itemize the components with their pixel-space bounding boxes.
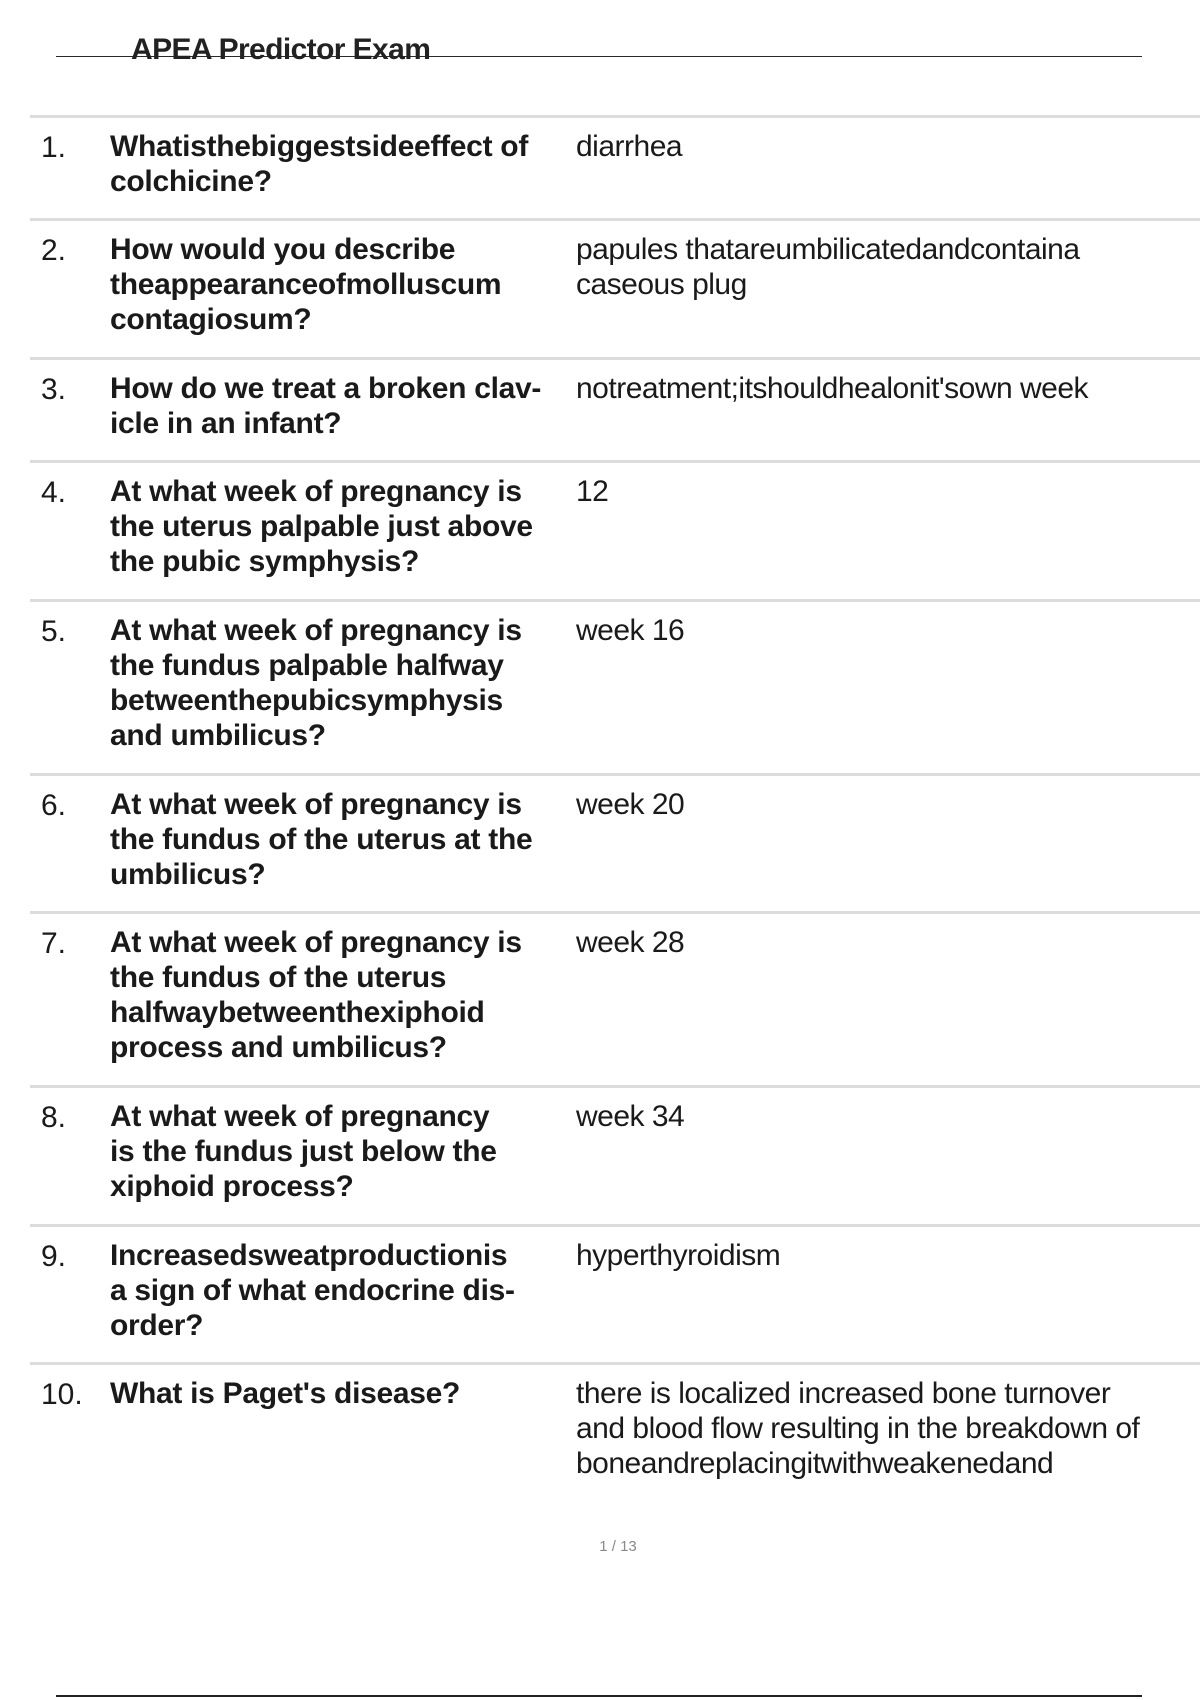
item-number: 3. xyxy=(41,373,67,406)
answer-text: hyperthyroidism xyxy=(576,1239,781,1272)
answer-text: week 20 xyxy=(576,788,685,821)
question-text: At what week of pregnancy is the fundus palpable halfway betweenthepubicsymphysis and umbilicus? xyxy=(110,614,522,752)
item-number: 5. xyxy=(41,615,67,648)
question-text: At what week of pregnancy is the fundus of the uterus halfwaybetweenthexiphoid process and umbilicus? xyxy=(110,926,522,1064)
qa-row-2 xyxy=(30,218,1200,357)
question-text: At what week of pregnancy is the fundus of the uterus at the umbilicus? xyxy=(110,788,533,891)
answer-text: week 34 xyxy=(576,1100,685,1133)
footer-rule xyxy=(56,1695,1142,1697)
question-text: Whatisthebiggestsideeffect of colchicine? xyxy=(110,130,529,198)
qa-row-7 xyxy=(30,911,1200,1085)
item-number: 7. xyxy=(41,927,67,960)
question-text: At what week of pregnancy is the fundus just below the xiphoid process? xyxy=(110,1100,497,1203)
document-title: APEA Predictor Exam xyxy=(131,33,431,66)
item-number: 6. xyxy=(41,789,67,822)
answer-text: week 28 xyxy=(576,926,685,959)
item-number: 1. xyxy=(41,131,67,164)
qa-row-1 xyxy=(30,115,1200,218)
item-number: 10. xyxy=(41,1378,83,1411)
qa-row-6 xyxy=(30,773,1200,911)
qa-row-4 xyxy=(30,460,1200,599)
qa-list xyxy=(30,115,1200,1512)
item-number: 9. xyxy=(41,1240,67,1273)
question-text: At what week of pregnancy is the uterus palpable just above the pubic symphysis? xyxy=(110,475,533,578)
question-text: How would you describe theappearanceofmolluscum contagiosum? xyxy=(110,233,502,336)
answer-text: week 16 xyxy=(576,614,685,647)
question-text: How do we treat a broken clav- icle in an infant? xyxy=(110,372,542,440)
answer-text: papules thatareumbilicatedandcontaina caseous plug xyxy=(576,233,1080,301)
page-number: 1 / 13 xyxy=(599,1538,637,1555)
qa-row-3 xyxy=(30,357,1200,460)
qa-row-8 xyxy=(30,1085,1200,1224)
answer-text: notreatment;itshouldhealonit'sown week xyxy=(576,372,1089,405)
item-number: 8. xyxy=(41,1101,67,1134)
answer-text: there is localized increased bone turnover and blood flow resulting in the breakdown of boneandreplacingitwithweakenedand xyxy=(576,1377,1140,1480)
answer-text: diarrhea xyxy=(576,130,683,163)
question-text: Increasedsweatproductionis a sign of what endocrine dis- order? xyxy=(110,1239,515,1342)
qa-row-9 xyxy=(30,1224,1200,1362)
item-number: 2. xyxy=(41,234,67,267)
qa-row-5 xyxy=(30,599,1200,773)
qa-row-10 xyxy=(30,1362,1200,1512)
question-text: What is Paget's disease? xyxy=(110,1377,461,1410)
answer-text: 12 xyxy=(576,475,609,508)
item-number: 4. xyxy=(41,476,67,509)
